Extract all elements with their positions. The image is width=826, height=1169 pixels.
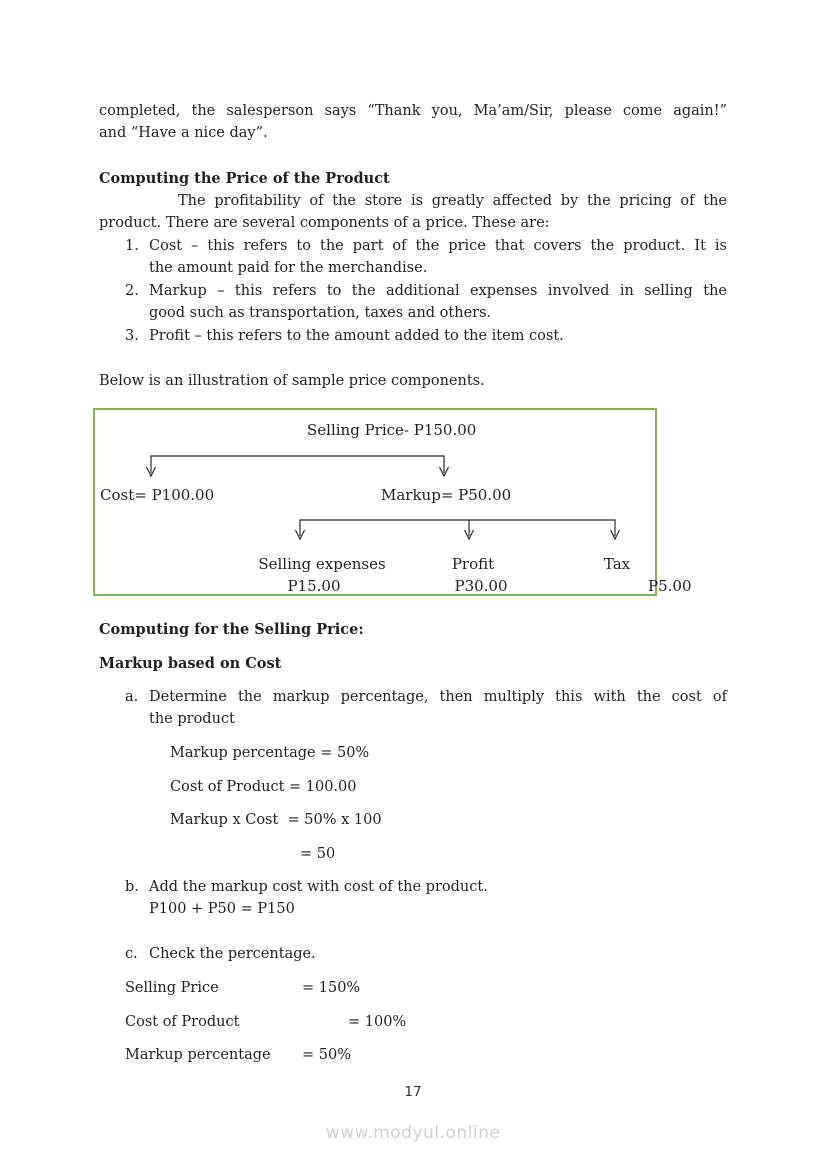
list-item-3-number: 3.: [125, 328, 139, 344]
diagram-profit-value: P30.00: [454, 577, 508, 595]
item-b-line-1: Add the markup cost with cost of the product.: [149, 879, 488, 895]
list-item-1-number: 1.: [125, 238, 139, 254]
list-item-2-number: 2.: [125, 283, 139, 299]
list-item-1-line-1: Cost – this refers to the part of the price that covers the product. It is: [149, 238, 727, 254]
list-item-1-line-2: the amount paid for the merchandise.: [149, 260, 428, 276]
formula-markup-percentage: Markup percentage = 50%: [170, 745, 370, 761]
formula-result: = 50: [300, 846, 336, 862]
diagram-cost: Cost= P100.00: [100, 486, 215, 504]
diagram-tax-value: P5.00: [648, 577, 692, 595]
formula-markup-times-cost: Markup x Cost = 50% x 100: [170, 812, 382, 828]
item-c-line-1: Check the percentage.: [149, 946, 316, 962]
diagram-intro-note: Below is an illustration of sample price components.: [99, 373, 485, 389]
diagram-markup: Markup= P50.00: [381, 486, 512, 504]
item-b-letter: b.: [125, 879, 139, 895]
intro-line-2: and “Have a nice day”.: [99, 125, 268, 141]
section1-para-line-2: product. There are several components of a price. These are:: [99, 215, 550, 231]
section2-heading: Computing for the Selling Price:: [99, 621, 364, 638]
list-item-2-line-2: good such as transportation, taxes and others.: [149, 305, 492, 321]
diagram-profit-label: Profit: [451, 555, 495, 573]
diagram-tax-label: Tax: [603, 555, 631, 573]
page-number: 17: [404, 1084, 422, 1100]
list-item-2-line-1: Markup – this refers to the additional expenses involved in selling the: [149, 283, 727, 299]
item-a-line-1: Determine the markup percentage, then multiply this with the cost of: [149, 689, 727, 705]
watermark-text: www.modyul.online: [325, 1123, 501, 1143]
diagram-selling-expenses-label: Selling expenses: [258, 555, 386, 573]
formula-cost-of-product: Cost of Product = 100.00: [170, 779, 357, 795]
item-a-line-2: the product: [149, 711, 235, 727]
item-b-line-2: P100 + P50 = P150: [149, 901, 295, 917]
check-row-label: Selling Price: [125, 980, 219, 996]
list-item-3-line-1: Profit – this refers to the amount added to the item cost.: [149, 328, 564, 344]
diagram-box: [93, 408, 692, 596]
section1-para-line-1: The profitability of the store is greatly affected by the pricing of the: [178, 193, 727, 209]
item-c-letter: c.: [125, 946, 138, 962]
diagram-selling-expenses-value: P15.00: [287, 577, 341, 595]
intro-line-1: completed, the salesperson says “Thank you, Ma’am/Sir, please come again!”: [99, 103, 727, 119]
check-row-value: = 150%: [302, 980, 361, 996]
diagram-selling-price: Selling Price- P150.00: [307, 421, 477, 439]
check-row-value: = 50%: [302, 1047, 351, 1063]
section1-heading: Computing the Price of the Product: [99, 170, 390, 187]
section2-subheading: Markup based on Cost: [99, 655, 282, 672]
check-row-label: Markup percentage: [125, 1047, 271, 1063]
check-row-label: Cost of Product: [125, 1014, 240, 1030]
item-a-letter: a.: [125, 689, 139, 705]
check-row-value: = 100%: [348, 1014, 407, 1030]
